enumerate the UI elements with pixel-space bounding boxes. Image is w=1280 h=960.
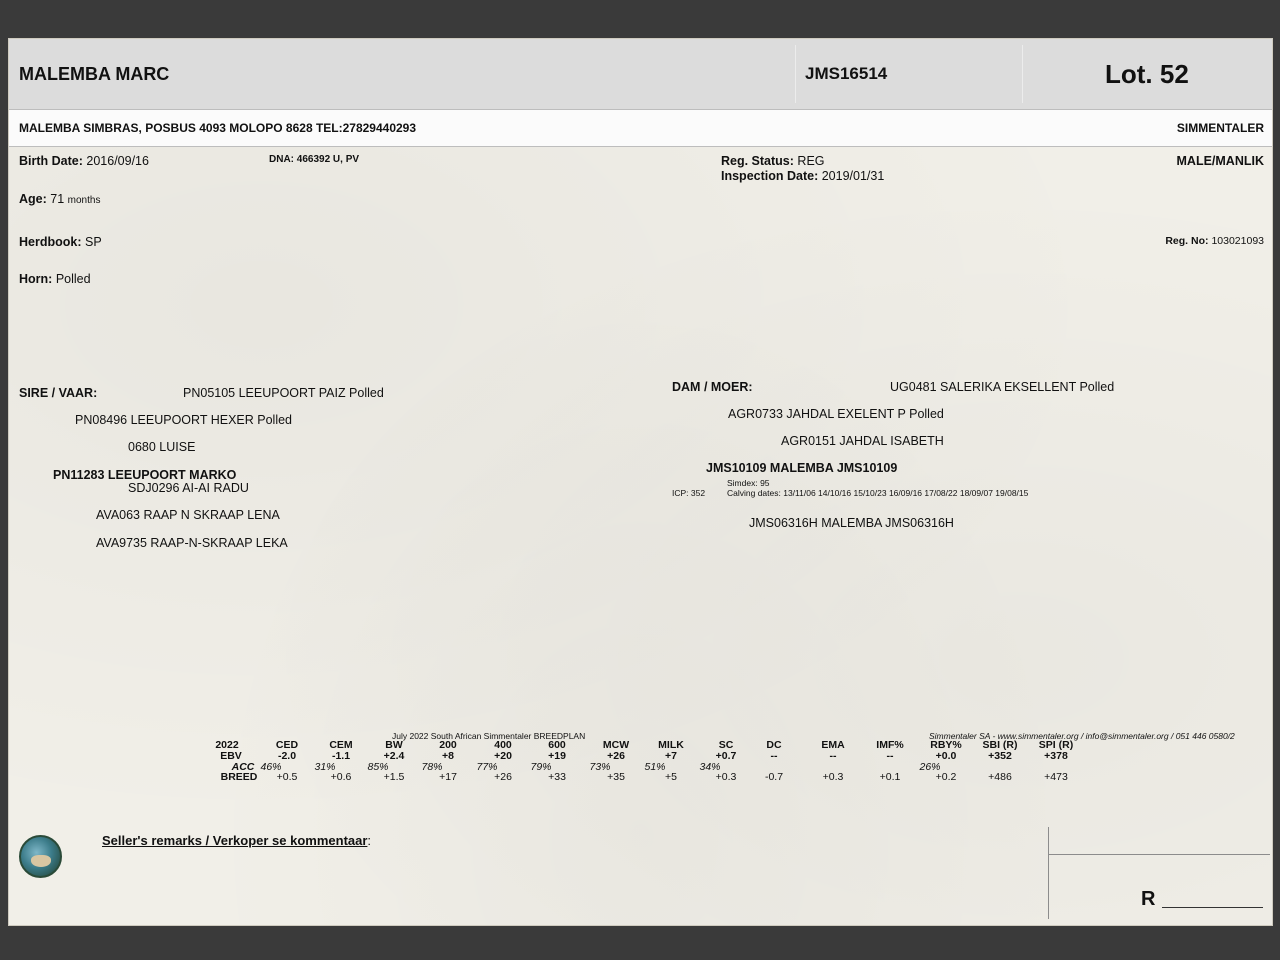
ebv-breed-cell: +0.3 <box>822 771 844 783</box>
ebv-ebv-cell: +0.0 <box>935 750 957 762</box>
dam-dam: JMS06316H MALEMBA JMS06316H <box>749 516 954 530</box>
lot-number: Lot. 52 <box>1105 58 1189 89</box>
header-divider <box>1022 45 1023 103</box>
dam-main: JMS10109 MALEMBA JMS10109 <box>706 461 898 475</box>
age: Age: 71 months <box>19 192 101 206</box>
sire-sire: PN08496 LEEUPOORT HEXER Polled <box>75 413 293 427</box>
ebv-breed-cell: +5 <box>665 771 677 783</box>
ebv-columns-cell: 400 <box>494 739 512 751</box>
sire-main: PN11283 LEEUPOORT MARKO <box>53 468 237 482</box>
ebv-columns-cell: CEM <box>329 739 353 751</box>
ebv-ebv-cell: +7 <box>665 750 677 762</box>
ebv-breed-cell: +0.2 <box>935 771 957 783</box>
ebv-ebv-cell: -2.0 <box>277 750 297 762</box>
ebv-breed-cell: +0.3 <box>715 771 737 783</box>
ebv-breed-cell: +0.1 <box>879 771 901 783</box>
dam: UG0481 SALERIKA EKSELLENT Polled <box>890 380 1115 394</box>
ebv-columns-cell: SBI (R) <box>982 739 1018 751</box>
ebv-columns-cell: DC <box>766 739 782 751</box>
ebv-ebv-cell: +352 <box>988 750 1012 762</box>
ebv-ebv-cell: +2.4 <box>383 750 405 762</box>
ebv-breed-cell: -0.7 <box>764 771 784 783</box>
ebv-columns-cell: SPI (R) <box>1038 739 1074 751</box>
header-divider <box>795 45 796 103</box>
birth-date: Birth Date: 2016/09/16 <box>19 154 149 168</box>
ebv-columns-cell: SC <box>718 739 734 751</box>
ebv-breed-cell: +473 <box>1044 771 1068 783</box>
ebv-columns-cell: BW <box>385 739 403 751</box>
ebv-acc-cell: 85% <box>367 761 389 773</box>
ebv-acc-cell: 51% <box>644 761 666 773</box>
ebv-ebv-cell: +0.7 <box>715 750 737 762</box>
lot-header <box>9 39 1272 110</box>
dam-sire: AGR0733 JAHDAL EXELENT P Polled <box>728 407 944 421</box>
sire-label: SIRE / VAAR: <box>19 386 98 400</box>
ebv-columns-cell: MILK <box>658 739 684 751</box>
ebv-breed-cell: +0.5 <box>276 771 298 783</box>
ebv-breed-cell: +0.6 <box>330 771 352 783</box>
ebv-ebv-cell: -1.1 <box>331 750 351 762</box>
sellers-remarks: Seller's remarks / Verkoper se kommentaar: <box>102 833 372 848</box>
ebv-row-label: BREED <box>220 771 258 783</box>
reg-status: Reg. Status: REG <box>721 154 825 168</box>
ebv-ebv-cell: -- <box>886 750 894 762</box>
ebv-ebv-cell: +26 <box>607 750 625 762</box>
breedplan-title: July 2022 South African Simmentaler BREEDPLAN <box>392 731 586 741</box>
breedplan-source: Simmentaler SA - www.simmentaler.org / info@simmentaler.org / 051 446 0580/2 <box>929 731 1235 741</box>
herdbook: Herdbook: SP <box>19 235 102 249</box>
sire-dam-dam-2: AVA9735 RAAP-N-SKRAAP LEKA <box>96 536 288 550</box>
ebv-columns-cell: RBY% <box>930 739 962 751</box>
ebv-columns-cell: EMA <box>821 739 845 751</box>
sire: PN05105 LEEUPOORT PAIZ Polled <box>183 386 384 400</box>
ebv-row-label: ACC <box>231 761 255 773</box>
breed-label: SIMMENTALER <box>1176 121 1264 135</box>
ebv-columns-cell: 200 <box>439 739 457 751</box>
ebv-columns-cell: 600 <box>548 739 566 751</box>
sex: MALE/MANLIK <box>1176 154 1264 168</box>
inspection-date: Inspection Date: 2019/01/31 <box>721 169 885 183</box>
animal-id: JMS16514 <box>805 64 888 83</box>
ebv-acc-cell: 79% <box>530 761 552 773</box>
price-line <box>1162 907 1263 908</box>
animal-name: MALEMBA MARC <box>19 63 170 84</box>
ebv-acc-cell: 46% <box>260 761 282 773</box>
ebv-ebv-cell: -- <box>770 750 778 762</box>
calving-dates: Calving dates: 13/11/06 14/10/16 15/10/23 16/09/16 17/08/22 18/09/07 19/08/15 <box>727 488 1029 498</box>
sire-dam-sire: 0680 LUISE <box>128 440 196 454</box>
dam-dam-sire: AGR0151 JAHDAL ISABETH <box>781 434 944 448</box>
owner-details: MALEMBA SIMBRAS, POSBUS 4093 MOLOPO 8628 TEL:27829440293 <box>19 121 417 135</box>
owner-bar <box>9 110 1272 147</box>
ebv-acc-cell: 78% <box>421 761 443 773</box>
ebv-breed-cell: +486 <box>988 771 1012 783</box>
ebv-acc-cell: 73% <box>589 761 611 773</box>
lot-card <box>8 38 1273 926</box>
ebv-ebv-cell: +8 <box>442 750 454 762</box>
sire-dam: SDJ0296 AI-AI RADU <box>128 481 249 495</box>
price-prefix: R <box>1141 888 1156 910</box>
ebv-ebv-cell: +19 <box>548 750 566 762</box>
simdex: Simdex: 95 <box>727 478 770 488</box>
simmentaler-logo <box>19 835 62 878</box>
price-box-top-border <box>1048 854 1270 855</box>
sire-dam-dam: AVA063 RAAP N SKRAAP LENA <box>96 508 280 522</box>
ebv-columns-cell: CED <box>275 739 299 751</box>
ebv-breed-cell: +33 <box>548 771 566 783</box>
ebv-acc-cell: 34% <box>699 761 721 773</box>
horn: Horn: Polled <box>19 272 91 286</box>
ebv-breed-cell: +17 <box>439 771 457 783</box>
ebv-ebv-cell: -- <box>829 750 837 762</box>
dam-label: DAM / MOER: <box>672 380 753 394</box>
ebv-row-label: 2022 <box>215 739 239 751</box>
ebv-ebv-cell: +378 <box>1044 750 1068 762</box>
ebv-breed-cell: +1.5 <box>383 771 405 783</box>
dna: DNA: 466392 U, PV <box>269 154 360 165</box>
ebv-row-label: EBV <box>220 750 242 762</box>
price-box-left-border <box>1048 827 1049 919</box>
icp: ICP: 352 <box>672 488 706 498</box>
ebv-breed-cell: +35 <box>607 771 625 783</box>
ebv-acc-cell: 31% <box>314 761 336 773</box>
ebv-breed-cell: +26 <box>494 771 512 783</box>
ebv-acc-cell: 77% <box>476 761 498 773</box>
ebv-columns-cell: IMF% <box>876 739 904 751</box>
ebv-acc-cell: 26% <box>919 761 941 773</box>
ebv-columns-cell: MCW <box>602 739 630 751</box>
ebv-ebv-cell: +20 <box>494 750 512 762</box>
reg-number: Reg. No: 103021093 <box>1165 235 1264 247</box>
